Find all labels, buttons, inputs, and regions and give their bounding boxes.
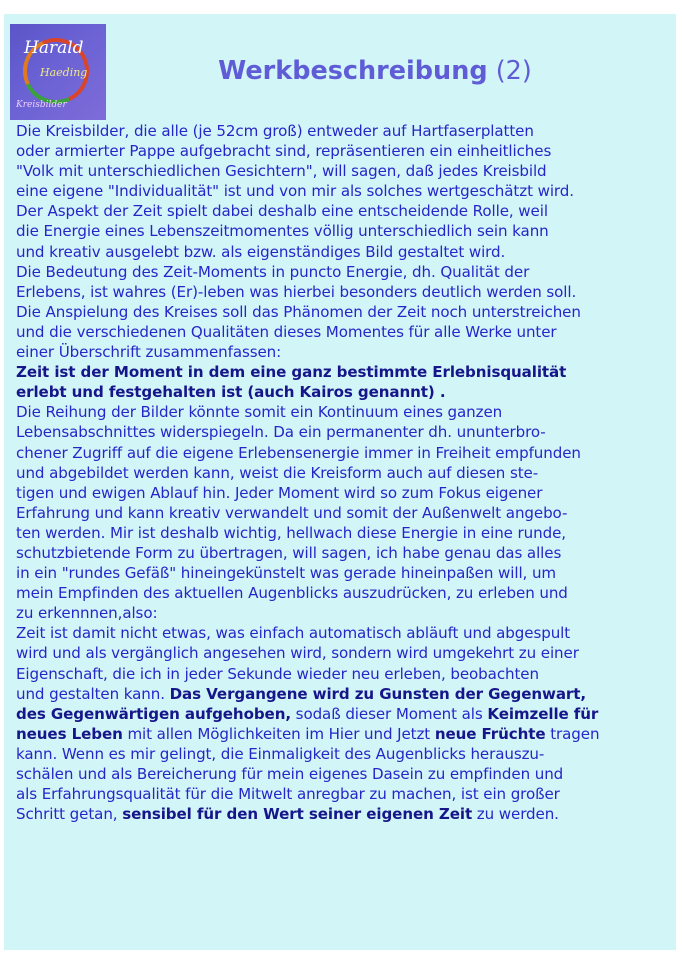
text-line	[16, 322, 672, 342]
text-segment: Schritt getan,	[16, 805, 123, 824]
text-line	[16, 262, 672, 282]
text-segment: eine eigene "Individualität" ist und von mir als solches wertgeschätzt wird.	[16, 182, 574, 201]
text-line	[16, 784, 672, 804]
text-line	[16, 664, 672, 684]
text-line	[16, 503, 672, 523]
text-segment: als Erfahrungsqualität für die Mitwelt anregbar zu machen, ist ein großer	[16, 785, 560, 804]
text-segment: zu erkennnen,also:	[16, 604, 158, 623]
text-line	[16, 623, 672, 643]
bold-text-segment: neue Früchte	[434, 724, 546, 743]
text-line	[16, 282, 672, 302]
bold-text-segment: Das Vergangene wird zu Gunsten der Gegenwart,	[169, 684, 587, 703]
text-line	[16, 463, 672, 483]
text-segment: schälen und als Bereicherung für mein eigenes Dasein zu empfinden und	[16, 765, 564, 783]
text-line	[16, 443, 672, 463]
page-title-main: Werkbeschreibung	[218, 56, 488, 86]
page-title-number: (2)	[495, 56, 532, 86]
text-segment: und die verschiedenen Qualitäten dieses Momentes für alle Werke unter	[16, 322, 557, 341]
document-page	[4, 14, 676, 950]
text-line	[16, 543, 672, 563]
text-line	[16, 201, 672, 221]
text-segment: kann. Wenn es mir gelingt, die Einmaligkeit des Augenblicks herauszu-	[16, 744, 545, 763]
text-line	[16, 684, 672, 704]
bold-text-segment: Zeit ist der Moment in dem eine ganz bestimmte Erlebnisqualität	[16, 363, 567, 382]
text-line	[16, 181, 672, 201]
text-line	[16, 402, 672, 422]
text-line	[16, 744, 672, 764]
text-segment: mit allen Möglichkeiten im Hier und Jetzt	[122, 724, 435, 743]
text-line	[16, 764, 672, 784]
text-line	[16, 302, 672, 322]
text-line	[16, 422, 672, 442]
text-segment: in ein "rundes Gefäß" hineingekünstelt was gerade hineinpaßen will, um	[16, 564, 557, 583]
text-line	[16, 643, 672, 663]
logo-text-surname: Haeding	[40, 66, 88, 79]
text-segment: schutzbietende Form zu übertragen, will sagen, ich habe genau das alles	[16, 543, 562, 562]
text-line	[16, 242, 672, 262]
text-segment: Die Reihung der Bilder könnte somit ein Kontinuum eines ganzen	[16, 403, 503, 422]
text-line	[16, 342, 672, 362]
text-segment: oder armierter Pappe aufgebracht sind, repräsentieren ein einheitliches	[16, 142, 552, 161]
bold-text-segment: erlebt und festgehalten ist (auch Kairos genannt) .	[16, 383, 446, 402]
text-line	[16, 603, 672, 623]
text-segment: Eigenschaft, die ich in jeder Sekunde wieder neu erleben, beobachten	[16, 664, 539, 683]
text-segment: tragen	[545, 724, 600, 743]
text-segment: Die Bedeutung des Zeit-Moments in puncto Energie, dh. Qualität der	[16, 262, 530, 281]
text-line	[16, 724, 672, 744]
text-segment: zu werden.	[472, 805, 559, 824]
bold-text-segment: des Gegenwärtigen aufgehoben,	[16, 704, 291, 723]
text-segment: Die Kreisbilder, die alle (je 52cm groß) entweder auf Hartfaserplatten	[16, 122, 534, 140]
text-segment: sodaß dieser Moment als	[290, 704, 488, 723]
text-segment: und abgebildet werden kann, weist die Kreisform auch auf diesen ste-	[16, 463, 539, 482]
text-segment: tigen und ewigen Ablauf hin. Jeder Moment wird so zum Fokus eigener	[16, 483, 543, 502]
bold-text-segment: neues Leben	[16, 724, 123, 743]
text-line	[16, 483, 672, 503]
text-segment: und kreativ ausgelebt bzw. als eigenständiges Bild gestaltet wird.	[16, 242, 506, 261]
text-segment: einer Überschrift zusammenfassen:	[16, 343, 282, 362]
text-segment: Erfahrung und kann kreativ verwandelt und somit der Außenwelt angebo-	[16, 503, 568, 522]
logo-text-name: Harald	[24, 38, 84, 58]
text-line	[16, 161, 672, 181]
page-title	[4, 56, 676, 86]
text-line	[16, 804, 672, 824]
logo-text-subtitle: Kreisbilder	[16, 100, 67, 110]
text-segment: Zeit ist damit nicht etwas, was einfach automatisch abläuft und abgespult	[16, 624, 571, 643]
text-segment: Die Anspielung des Kreises soll das Phänomen der Zeit noch unterstreichen	[16, 302, 581, 321]
text-line	[16, 141, 672, 161]
text-line	[16, 382, 672, 402]
bold-text-segment: Keimzelle für	[487, 704, 599, 723]
text-segment: die Energie eines Lebenszeitmomentes völlig unterschiedlich sein kann	[16, 222, 549, 241]
bold-text-segment: sensibel für den Wert seiner eigenen Zeit	[122, 805, 473, 824]
text-line	[16, 583, 672, 603]
text-line	[16, 704, 672, 724]
text-segment: Erlebens, ist wahres (Er)-leben was hierbei besonders deutlich werden soll.	[16, 282, 577, 301]
text-segment: "Volk mit unterschiedlichen Gesichtern", will sagen, daß jedes Kreisbild	[16, 162, 547, 181]
description-text	[16, 121, 672, 824]
text-segment: ten werden. Mir ist deshalb wichtig, hellwach diese Energie in eine runde,	[16, 523, 566, 542]
text-line	[16, 523, 672, 543]
text-segment: mein Empfinden des aktuellen Augenblicks auszudrücken, zu erleben und	[16, 584, 568, 603]
text-segment: und gestalten kann.	[16, 684, 170, 703]
text-segment: Der Aspekt der Zeit spielt dabei deshalb eine entscheidende Rolle, weil	[16, 202, 548, 221]
text-segment: Lebensabschnittes widerspiegeln. Da ein permanenter dh. ununterbro-	[16, 423, 546, 442]
text-line	[16, 121, 672, 141]
text-line	[16, 563, 672, 583]
text-line	[16, 221, 672, 241]
text-line	[16, 362, 672, 382]
text-segment: wird und als vergänglich angesehen wird, sondern wird umgekehrt zu einer	[16, 644, 579, 663]
text-segment: chener Zugriff auf die eigene Erlebensenergie immer in Freiheit empfunden	[16, 443, 581, 462]
